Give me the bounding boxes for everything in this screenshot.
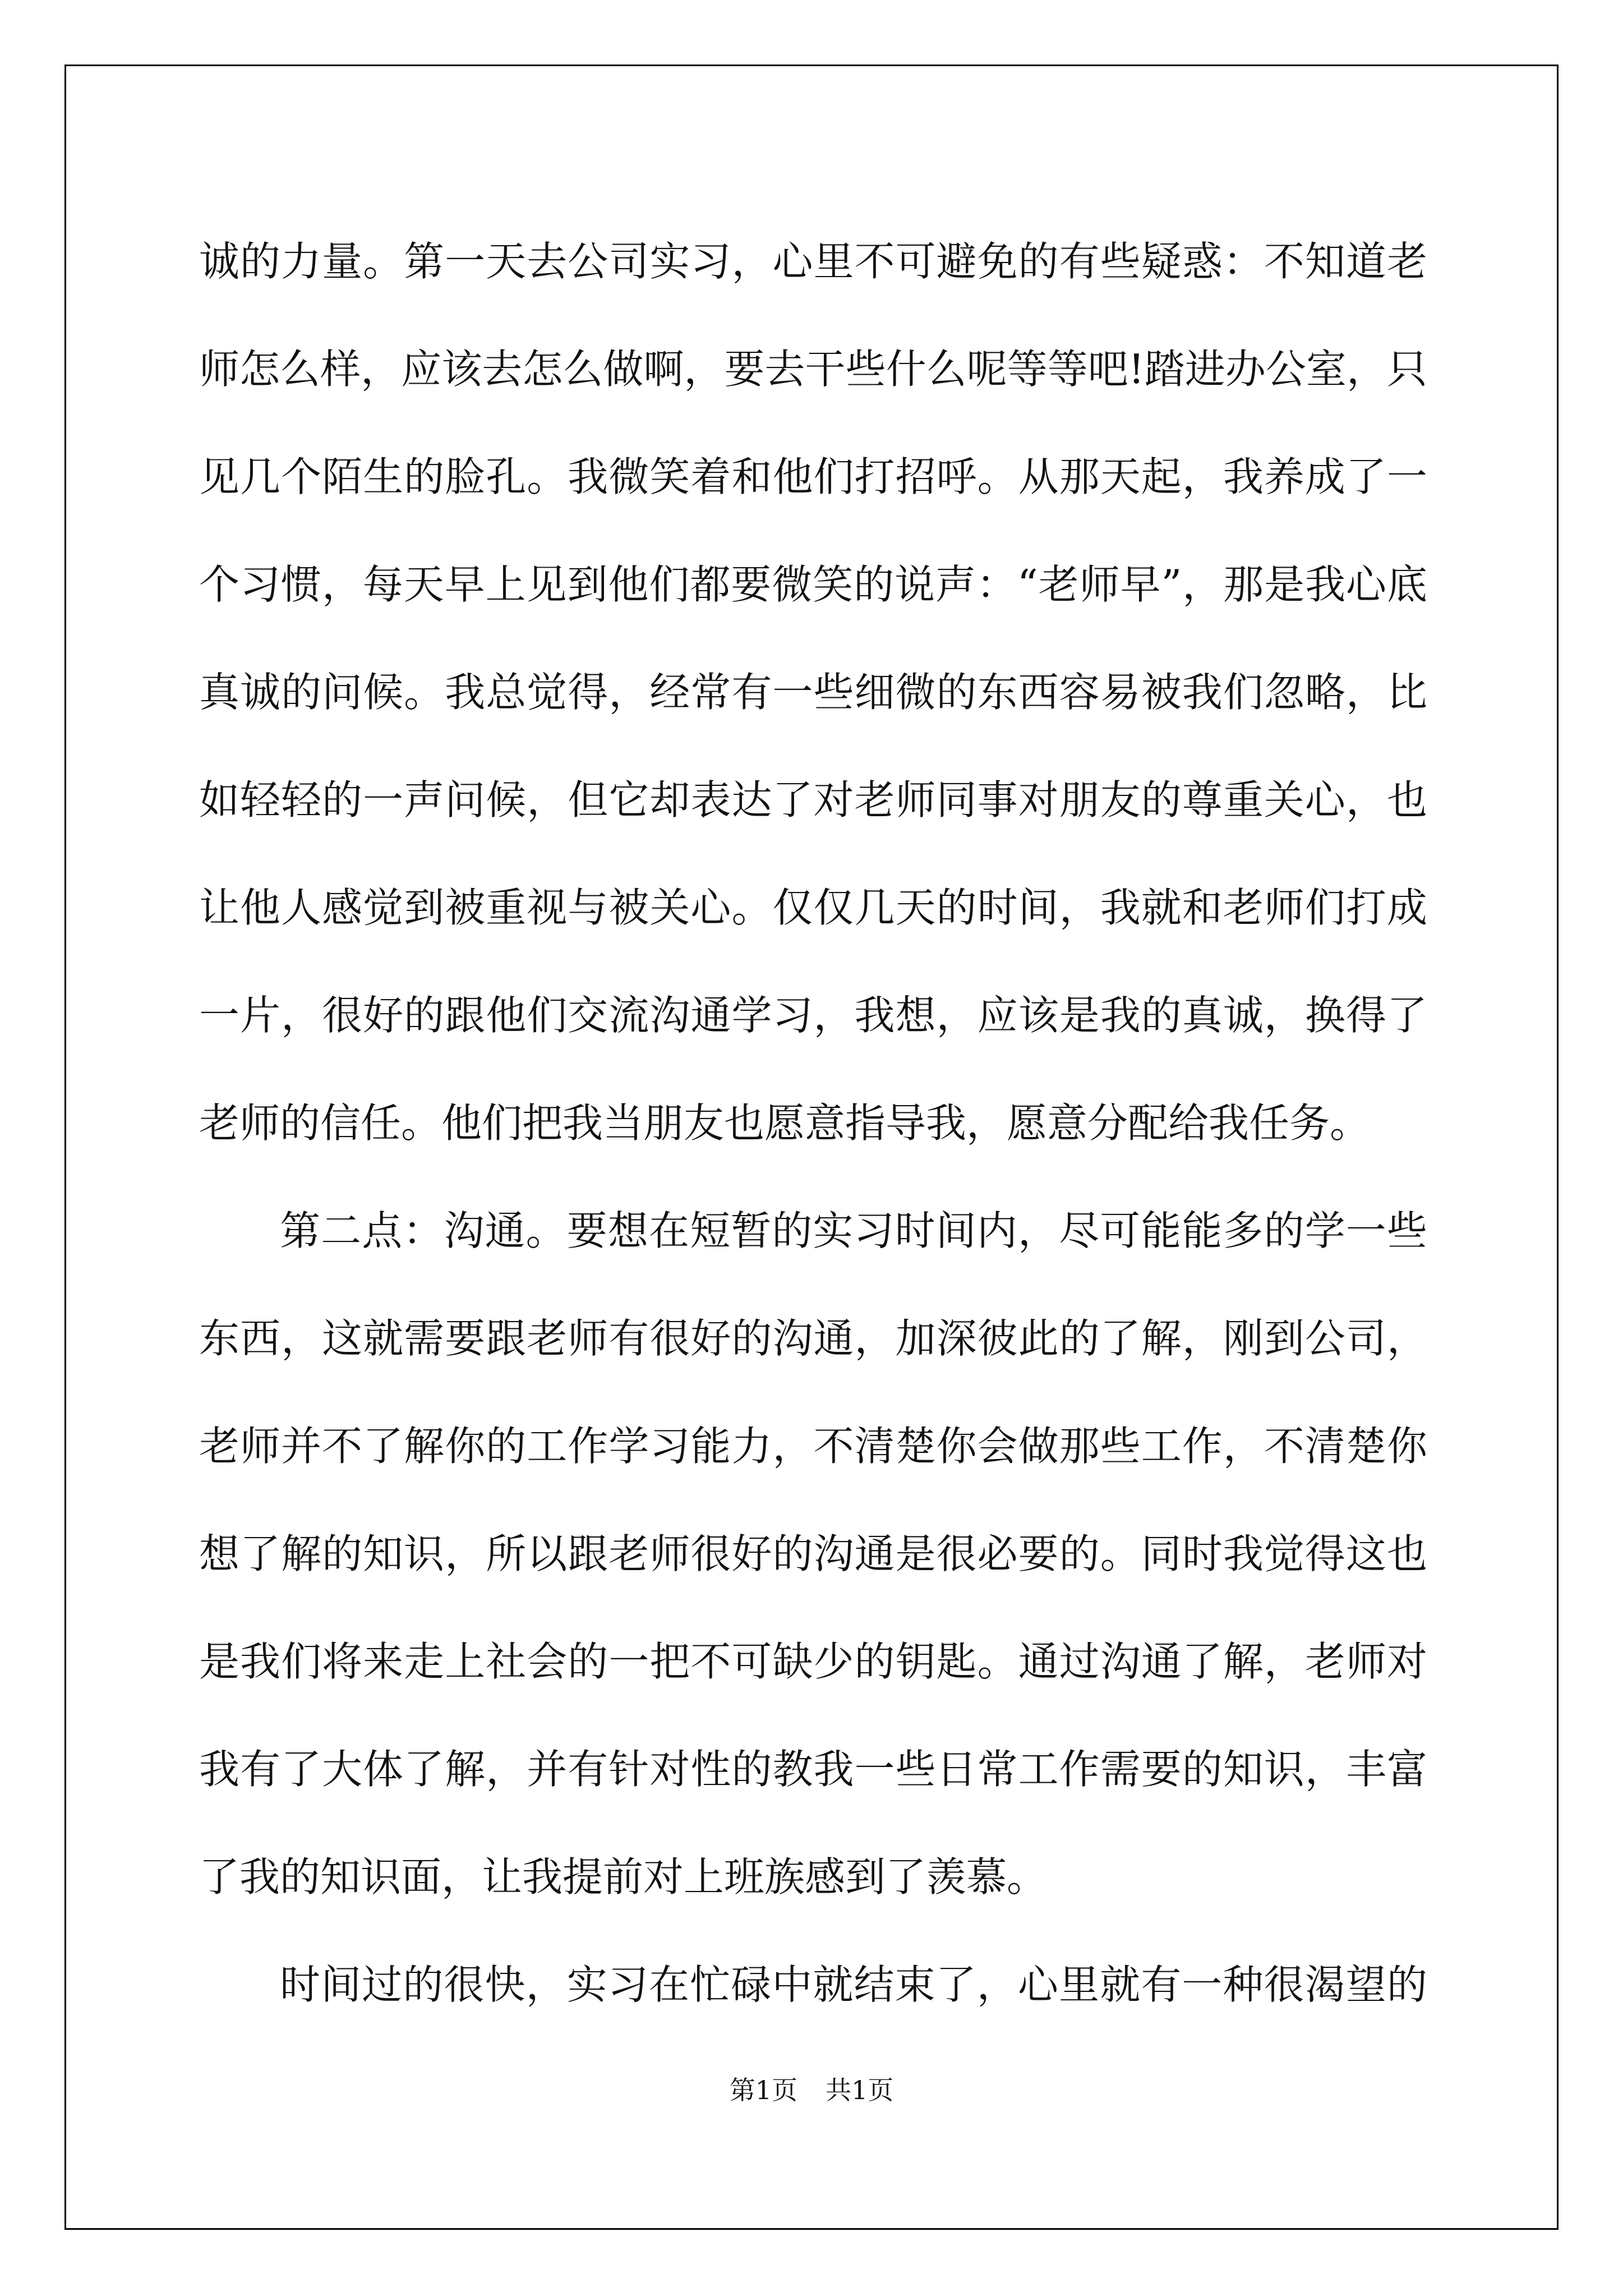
text-line: 老师并不了解你的工作学习能力，不清楚你会做那些工作，不清楚你 bbox=[199, 1423, 1427, 1470]
page-number: 第1页 bbox=[729, 2075, 797, 2105]
document-body bbox=[199, 208, 1427, 2039]
text-line: 个习惯，每天早上见到他们都要微笑的说声：“老师早”，那是我心底 bbox=[199, 561, 1427, 608]
text-line: 见几个陌生的脸孔。我微笑着和他们打招呼。从那天起，我养成了一 bbox=[199, 453, 1427, 500]
text-line: 诚的力量。第一天去公司实习，心里不可避免的有些疑惑：不知道老 bbox=[199, 238, 1427, 285]
text-line: 让他人感觉到被重视与被关心。仅仅几天的时间，我就和老师们打成 bbox=[199, 884, 1427, 931]
text-line: 师怎么样，应该去怎么做啊，要去干些什么呢等等吧!踏进办公室，只 bbox=[199, 346, 1427, 393]
text-line: 想了解的知识，所以跟老师很好的沟通是很必要的。同时我觉得这也 bbox=[199, 1530, 1427, 1577]
text-line: 东西，这就需要跟老师有很好的沟通，加深彼此的了解，刚到公司， bbox=[199, 1315, 1427, 1362]
text-line: 一片，很好的跟他们交流沟通学习，我想，应该是我的真诚，换得了 bbox=[199, 992, 1427, 1039]
text-line: 是我们将来走上社会的一把不可缺少的钥匙。通过沟通了解，老师对 bbox=[199, 1638, 1427, 1685]
text-line: 第二点：沟通。要想在短暂的实习时间内，尽可能能多的学一些 bbox=[280, 1207, 1427, 1254]
text-line: 时间过的很快，实习在忙碌中就结束了，心里就有一种很渴望的 bbox=[280, 1961, 1427, 2008]
page-total: 共1页 bbox=[826, 2075, 894, 2105]
text-line: 我有了大体了解，并有针对性的教我一些日常工作需要的知识，丰富 bbox=[199, 1746, 1427, 1793]
text-line: 了我的知识面，让我提前对上班族感到了羡慕。 bbox=[199, 1853, 1048, 1901]
text-line: 真诚的问候。我总觉得，经常有一些细微的东西容易被我们忽略，比 bbox=[199, 669, 1427, 716]
page-footer bbox=[0, 2070, 1623, 2107]
text-line: 老师的信任。他们把我当朋友也愿意指导我，愿意分配给我任务。 bbox=[199, 1099, 1371, 1147]
text-line: 如轻轻的一声问候，但它却表达了对老师同事对朋友的尊重关心，也 bbox=[199, 776, 1427, 823]
